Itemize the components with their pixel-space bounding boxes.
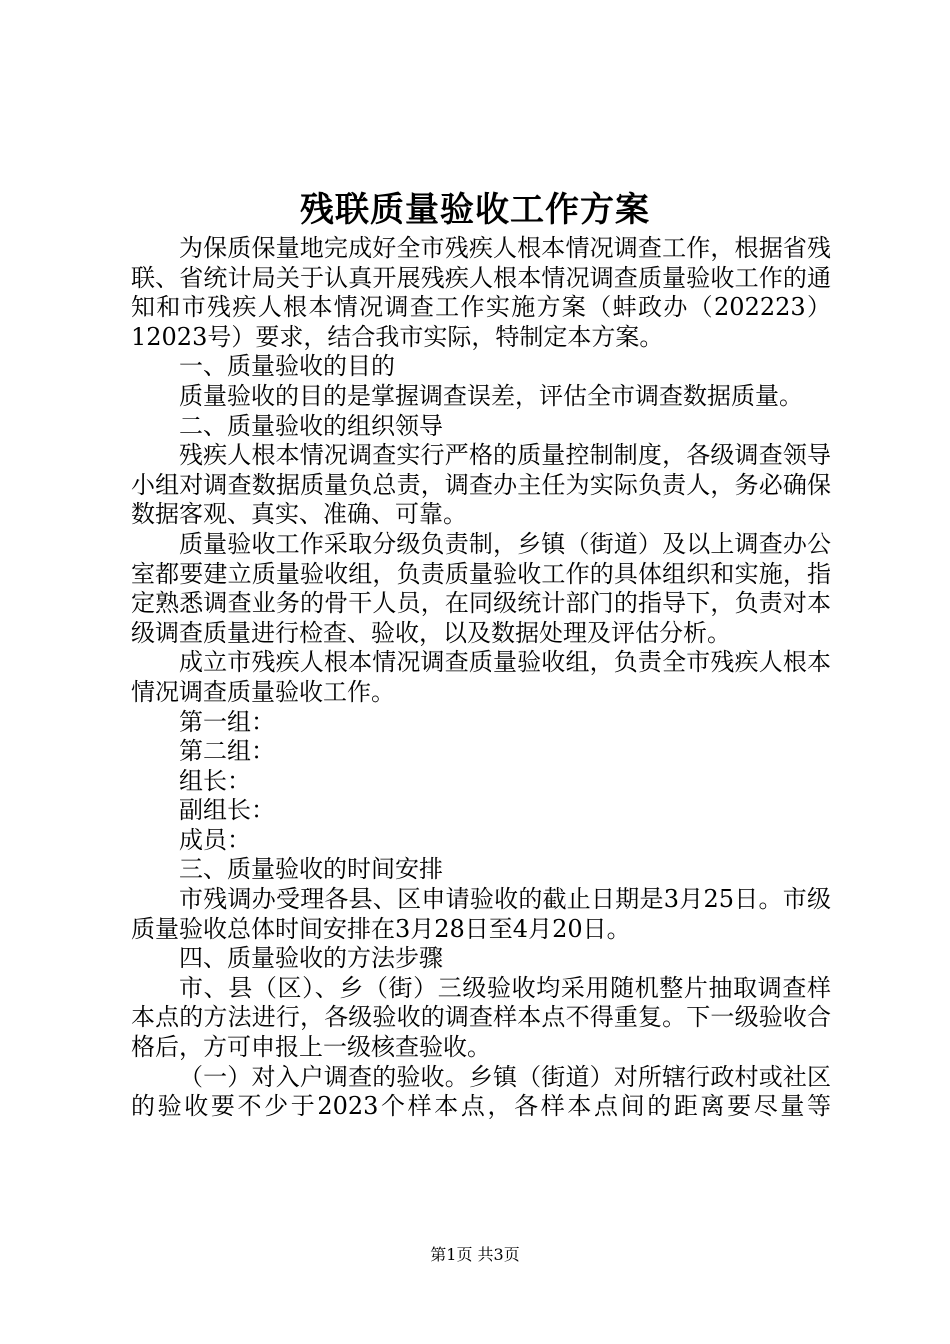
- paragraph-intro: 为保质保量地完成好全市残疾人根本情况调查工作，根据省残联、省统计局关于认真开展残疾人根本情况调查质量验收工作的通知和市残疾人根本情况调查工作实施方案（蚌政办（202223）12023号）要求，结合我市实际，特制定本方案。: [131, 234, 831, 351]
- deputy-leader-label: 副组长：: [179, 796, 275, 825]
- paragraph-organization-3: 成立市残疾人根本情况调查质量验收组，负责全市残疾人根本情况调查质量验收工作。: [131, 648, 831, 706]
- members-label: 成员：: [179, 825, 251, 854]
- paragraph-household-inspection: （一）对入户调查的验收。乡镇（街道）对所辖行政村或社区的验收要不少于2023个样本点，各样本点间的距离要尽量等: [131, 1062, 831, 1121]
- group-leader-label: 组长：: [179, 766, 251, 795]
- group-two-label: 第二组：: [179, 737, 275, 766]
- paragraph-organization-1: 残疾人根本情况调查实行严格的质量控制制度，各级调查领导小组对调查数据质量负总责，调查办主任为实际负责人，务必确保数据客观、真实、准确、可靠。: [131, 441, 831, 529]
- group-one-label: 第一组：: [179, 707, 275, 736]
- paragraph-schedule: 市残调办受理各县、区申请验收的截止日期是3月25日。市级质量验收总体时间安排在3月28日至4月20日。: [131, 885, 831, 943]
- document-title: 残联质量验收工作方案: [300, 190, 650, 230]
- paragraph-purpose: 质量验收的目的是掌握调查误差，评估全市调查数据质量。: [179, 381, 803, 410]
- heading-methods: 四、质量验收的方法步骤: [179, 944, 443, 973]
- page-number: 第1页 共3页: [430, 1245, 520, 1264]
- heading-schedule: 三、质量验收的时间安排: [179, 855, 443, 884]
- heading-organization: 二、质量验收的组织领导: [179, 411, 443, 440]
- paragraph-methods: 市、县（区）、乡（街）三级验收均采用随机整片抽取调查样本点的方法进行，各级验收的调查样本点不得重复。下一级验收合格后，方可申报上一级核查验收。: [131, 973, 831, 1062]
- paragraph-organization-2: 质量验收工作采取分级负责制，乡镇（街道）及以上调查办公室都要建立质量验收组，负责质量验收工作的具体组织和实施，指定熟悉调查业务的骨干人员，在同级统计部门的指导下，负责对本级调查质量进行检查、验收，以及数据处理及评估分析。: [131, 529, 831, 647]
- heading-purpose: 一、质量验收的目的: [179, 352, 395, 381]
- document-body: [131, 234, 831, 1122]
